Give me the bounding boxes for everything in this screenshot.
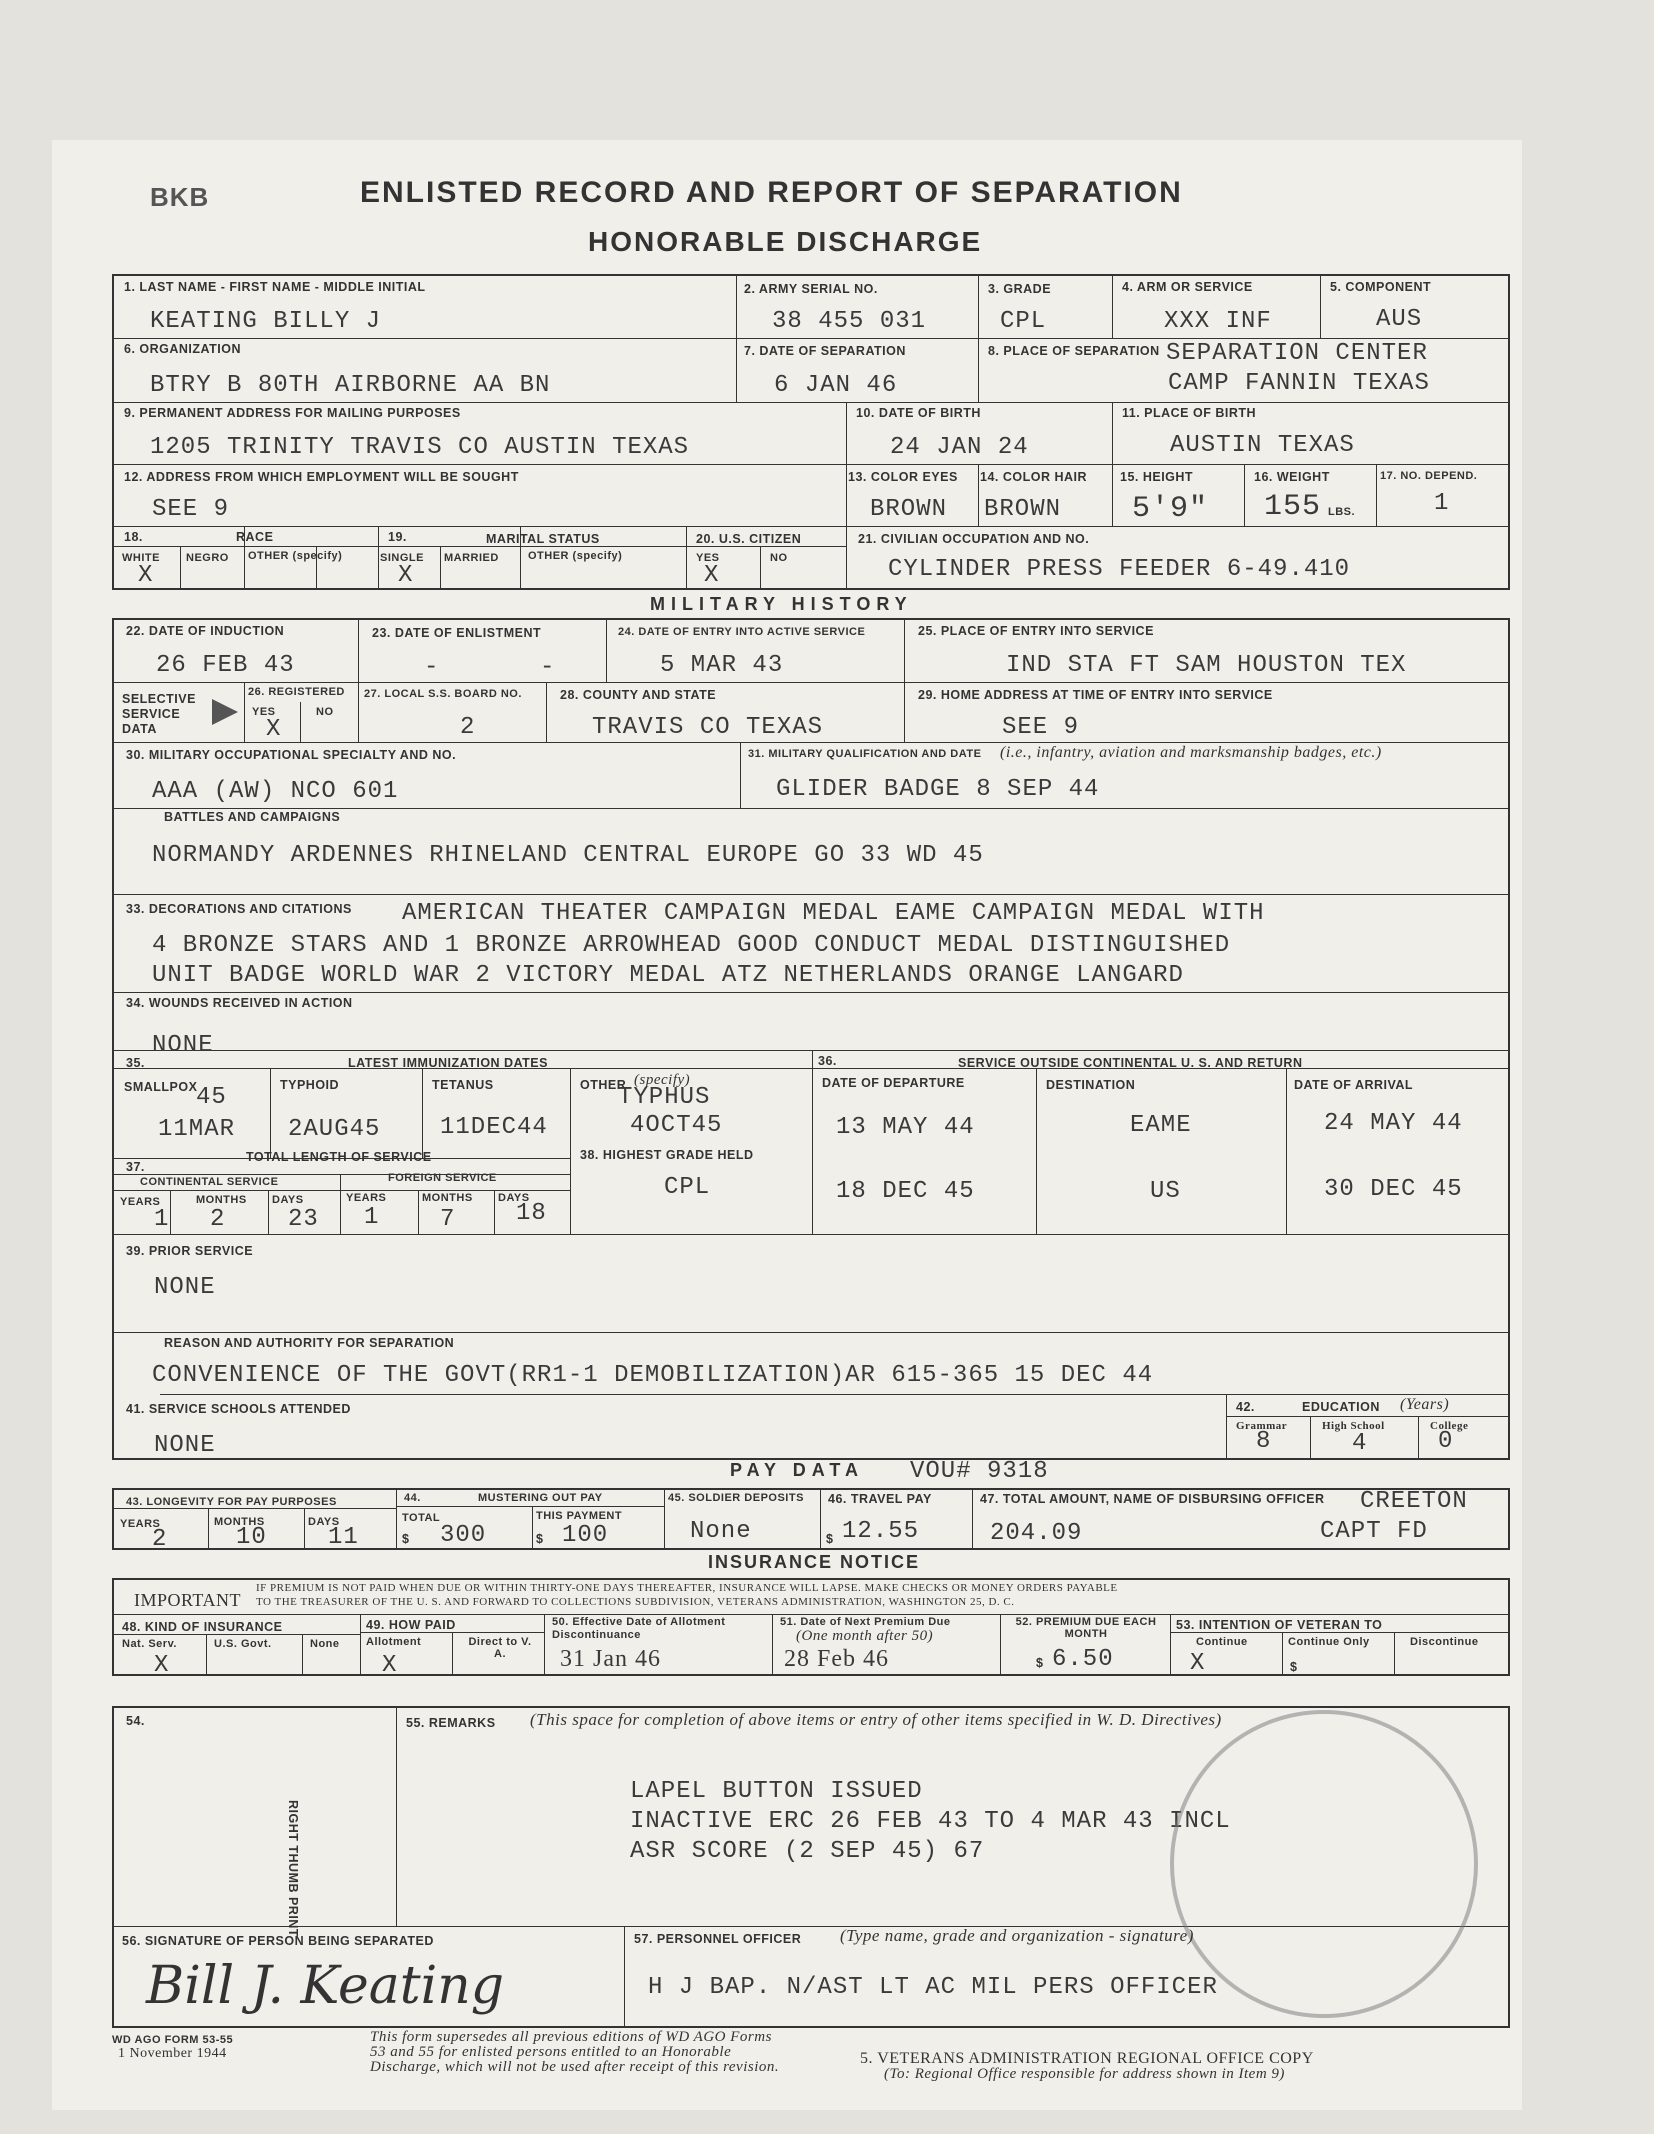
value-other-name: TYPHUS	[618, 1084, 711, 1111]
label-18: 18.	[124, 530, 143, 544]
value-reason: CONVENIENCE OF THE GOVT(RR1-1 DEMOBILIZATION)AR 615-365 15 DEC 44	[152, 1362, 1154, 1389]
label-cont-months: MONTHS	[196, 1194, 247, 1206]
value-address: 1205 TRINITY TRAVIS CO AUSTIN TEXAS	[150, 434, 690, 461]
value-pob: AUSTIN TEXAS	[1170, 432, 1355, 459]
value-nat-serv: X	[154, 1652, 170, 1679]
arrow-icon	[210, 697, 242, 727]
label-smallpox: SMALLPOX	[124, 1080, 198, 1094]
value-cont-months: 2	[210, 1206, 226, 1233]
value-mos: AAA (AW) NCO 601	[152, 778, 399, 805]
value-disbursing-officer: CREETON	[1360, 1488, 1468, 1515]
label-prior-service: 39. PRIOR SERVICE	[126, 1244, 254, 1258]
label-lbs: LBS.	[1328, 506, 1356, 518]
label-remarks-note: (This space for completion of above items or entry of other items specified in W. D. Directives)	[530, 1710, 1222, 1729]
label-registered: 26. REGISTERED	[248, 686, 345, 698]
value-next-premium: 28 Feb 46	[784, 1646, 889, 1672]
label-none: None	[310, 1638, 340, 1650]
value-premium: 6.50	[1052, 1646, 1114, 1673]
label-weight: 16. WEIGHT	[1254, 470, 1330, 484]
value-total-amount: 204.09	[990, 1520, 1083, 1547]
label-44: 44.	[404, 1492, 421, 1504]
label-dollar-5: $	[1290, 1660, 1298, 1674]
label-battles: BATTLES AND CAMPAIGNS	[164, 810, 341, 824]
insurance-notice-text-1: IF PREMIUM IS NOT PAID WHEN DUE OR WITHIN THIRTY-ONE DAYS THEREAFTER, INSURANCE WILL LAPSE. MAKE CHECKS OR MONEY ORDERS PAYABLE	[256, 1582, 1118, 1594]
value-high-school: 4	[1352, 1430, 1368, 1457]
label-dollar-3: $	[826, 1532, 834, 1546]
label-long-days: DAYS	[308, 1516, 340, 1528]
label-citizen: 20. U.S. CITIZEN	[696, 532, 802, 546]
label-white: WHITE	[122, 552, 160, 564]
value-departure-1: 13 MAY 44	[836, 1114, 975, 1141]
label-for-days: DAYS	[498, 1192, 530, 1204]
label-component: 5. COMPONENT	[1330, 280, 1432, 294]
label-longevity: 43. LONGEVITY FOR PAY PURPOSES	[126, 1496, 337, 1508]
official-stamp	[1170, 1710, 1478, 2018]
value-board: 2	[460, 714, 476, 741]
label-negro: NEGRO	[186, 552, 229, 564]
value-eyes: BROWN	[870, 496, 948, 523]
label-registered-no: NO	[316, 706, 334, 718]
label-travel: 46. TRAVEL PAY	[828, 1492, 932, 1506]
form-code: BKB	[150, 182, 210, 212]
label-citizen-no: NO	[770, 552, 788, 564]
label-thumb-print: RIGHT THUMB PRINT	[286, 1800, 300, 1937]
value-place-separation-1: SEPARATION CENTER	[1166, 340, 1428, 367]
label-long-years: YEARS	[120, 1518, 161, 1530]
label-induction: 22. DATE OF INDUCTION	[126, 624, 285, 638]
value-departure-2: 18 DEC 45	[836, 1178, 975, 1205]
label-54: 54.	[126, 1714, 145, 1728]
label-race: RACE	[236, 530, 274, 544]
label-entry-place: 25. PLACE OF ENTRY INTO SERVICE	[918, 624, 1154, 638]
label-35: 35.	[126, 1056, 145, 1070]
label-name: 1. LAST NAME - FIRST NAME - MIDDLE INITIAL	[124, 280, 426, 294]
label-allotment: Allotment	[366, 1636, 422, 1648]
label-premium-due: 52. PREMIUM DUE EACH MONTH	[1015, 1616, 1157, 1640]
value-for-years: 1	[364, 1204, 380, 1231]
label-serial: 2. ARMY SERIAL NO.	[744, 282, 878, 296]
footer-supersedes-note: This form supersedes all previous editions of WD AGO Forms 53 and 55 for enlisted persons entitled to an Honorable Discharge, which will not be used after receipt of this revision.	[370, 2029, 780, 2075]
label-dependents: 17. NO. DEPEND.	[1380, 470, 1478, 482]
label-college: College	[1430, 1420, 1469, 1432]
label-county: 28. COUNTY AND STATE	[560, 688, 717, 702]
label-mustering: MUSTERING OUT PAY	[478, 1492, 603, 1504]
label-signature: 56. SIGNATURE OF PERSON BEING SEPARATED	[122, 1934, 434, 1948]
label-qualification: 31. MILITARY QUALIFICATION AND DATE	[748, 748, 982, 760]
label-personnel-officer: 57. PERSONNEL OFFICER	[634, 1932, 802, 1946]
label-citizen-yes: YES	[696, 552, 720, 564]
label-tetanus: TETANUS	[432, 1078, 494, 1092]
value-height: 5'9"	[1132, 492, 1209, 526]
value-decorations-1: AMERICAN THEATER CAMPAIGN MEDAL EAME CAMPAIGN MEDAL WITH	[402, 900, 1265, 927]
pay-data-heading: PAY DATA	[730, 1460, 865, 1480]
value-arrival-2: 30 DEC 45	[1324, 1176, 1463, 1203]
value-county: TRAVIS CO TEXAS	[592, 714, 824, 741]
label-eyes: 13. COLOR EYES	[848, 470, 958, 484]
insurance-notice-heading: INSURANCE NOTICE	[708, 1552, 921, 1572]
value-hair: BROWN	[984, 496, 1062, 523]
footer-form-number: WD AGO FORM 53-55	[112, 2034, 234, 2046]
label-total-length: TOTAL LENGTH OF SERVICE	[246, 1150, 432, 1164]
value-cont-days: 23	[288, 1206, 319, 1233]
label-specify: (specify)	[634, 1072, 691, 1088]
value-muster-payment: 100	[562, 1522, 609, 1549]
value-race-white: X	[138, 562, 154, 589]
label-remarks: 55. REMARKS	[406, 1716, 496, 1730]
label-height: 15. HEIGHT	[1120, 470, 1194, 484]
label-highest-grade: 38. HIGHEST GRADE HELD	[580, 1148, 754, 1162]
value-name: KEATING BILLY J	[150, 308, 382, 335]
label-typhoid: TYPHOID	[280, 1078, 340, 1092]
value-allotment: X	[382, 1652, 398, 1679]
label-effective-date: 50. Effective Date of Allotment Discontinuance	[552, 1616, 726, 1641]
label-intention: 53. INTENTION OF VETERAN TO	[1176, 1618, 1383, 1632]
label-race-other: OTHER (specify)	[248, 550, 343, 562]
label-arm: 4. ARM OR SERVICE	[1122, 280, 1253, 294]
value-long-years: 2	[152, 1526, 168, 1553]
value-college: 0	[1438, 1428, 1454, 1455]
value-remark-3: ASR SCORE (2 SEP 45) 67	[630, 1838, 985, 1865]
label-discontinue: Discontinue	[1410, 1636, 1479, 1648]
label-reason: REASON AND AUTHORITY FOR SEPARATION	[164, 1336, 455, 1350]
value-officer-rank: CAPT FD	[1320, 1518, 1428, 1545]
value-entry-place: IND STA FT SAM HOUSTON TEX	[1006, 652, 1407, 679]
label-mos: 30. MILITARY OCCUPATIONAL SPECIALTY AND NO.	[126, 748, 457, 762]
label-marital: MARITAL STATUS	[486, 532, 600, 546]
label-immunization: LATEST IMMUNIZATION DATES	[348, 1056, 548, 1070]
value-typhoid: 2AUG45	[288, 1116, 381, 1143]
value-destination-1: EAME	[1130, 1112, 1192, 1139]
label-cont-years: YEARS	[120, 1196, 161, 1208]
label-schools: 41. SERVICE SCHOOLS ATTENDED	[126, 1402, 351, 1416]
military-history-heading: MILITARY HISTORY	[650, 594, 913, 614]
value-travel: 12.55	[842, 1518, 920, 1545]
label-us-govt: U.S. Govt.	[214, 1638, 272, 1650]
label-entry-active: 24. DATE OF ENTRY INTO ACTIVE SERVICE	[618, 626, 866, 638]
label-other: OTHER	[580, 1078, 627, 1092]
label-nat-serv: Nat. Serv.	[122, 1638, 177, 1650]
label-board: 27. LOCAL S.S. BOARD NO.	[364, 688, 522, 700]
label-employment-address: 12. ADDRESS FROM WHICH EMPLOYMENT WILL BE SOUGHT	[124, 470, 519, 484]
value-schools: NONE	[154, 1432, 216, 1459]
label-home-address: 29. HOME ADDRESS AT TIME OF ENTRY INTO SERVICE	[918, 688, 1273, 702]
label-service-outside: SERVICE OUTSIDE CONTINENTAL U. S. AND RETURN	[958, 1056, 1303, 1070]
label-pob: 11. PLACE OF BIRTH	[1122, 406, 1257, 420]
label-arrival: DATE OF ARRIVAL	[1294, 1078, 1414, 1092]
label-wounds: 34. WOUNDS RECEIVED IN ACTION	[126, 996, 353, 1010]
value-remark-1: LAPEL BUTTON ISSUED	[630, 1778, 923, 1805]
value-employment-address: SEE 9	[152, 496, 230, 523]
label-qualification-note: (i.e., infantry, aviation and marksmanship badges, etc.)	[1000, 744, 1382, 761]
value-for-days: 18	[516, 1200, 547, 1227]
value-component: AUS	[1376, 306, 1423, 333]
label-high-school: High School	[1322, 1420, 1385, 1432]
label-married: MARRIED	[444, 552, 499, 564]
value-remark-2: INACTIVE ERC 26 FEB 43 TO 4 MAR 43 INCL	[630, 1808, 1231, 1835]
label-continue: Continue	[1196, 1636, 1248, 1648]
value-date-separation: 6 JAN 46	[774, 372, 898, 399]
label-next-premium: 51. Date of Next Premium Due	[780, 1616, 951, 1628]
label-personnel-officer-note: (Type name, grade and organization - signature)	[840, 1926, 1194, 1945]
value-personnel-officer: H J BAP. N/AST LT AC MIL PERS OFFICER	[648, 1974, 1218, 2001]
label-36: 36.	[818, 1054, 837, 1068]
label-organization: 6. ORGANIZATION	[124, 342, 241, 356]
value-for-months: 7	[440, 1206, 456, 1233]
value-battles: NORMANDY ARDENNES RHINELAND CENTRAL EUROPE GO 33 WD 45	[152, 842, 984, 869]
label-long-months: MONTHS	[214, 1516, 265, 1528]
value-registered: X	[266, 716, 282, 743]
label-for-months: MONTHS	[422, 1192, 473, 1204]
label-decorations: 33. DECORATIONS AND CITATIONS	[126, 902, 352, 916]
value-dob: 24 JAN 24	[890, 434, 1029, 461]
label-dollar-2: $	[536, 1532, 544, 1546]
value-dependents: 1	[1434, 490, 1450, 517]
value-weight: 155	[1264, 490, 1322, 524]
form-title: ENLISTED RECORD AND REPORT OF SEPARATION	[360, 176, 1183, 209]
label-direct-va: Direct to V. A.	[468, 1636, 532, 1660]
insurance-notice-text-2: TO THE TREASURER OF THE U. S. AND FORWARD TO COLLECTIONS SUBDIVISION, VETERANS ADMINISTRATION, WASHINGTON 25, D. C.	[256, 1596, 1015, 1608]
form-subtitle: HONORABLE DISCHARGE	[588, 226, 983, 257]
label-education: EDUCATION	[1302, 1400, 1380, 1414]
label-address: 9. PERMANENT ADDRESS FOR MAILING PURPOSES	[124, 406, 461, 420]
value-signature: Bill J. Keating	[146, 1956, 505, 2016]
value-grade: CPL	[1000, 308, 1047, 335]
value-organization: BTRY B 80TH AIRBORNE AA BN	[150, 372, 551, 399]
value-long-days: 11	[328, 1524, 359, 1551]
label-date-separation: 7. DATE OF SEPARATION	[744, 344, 906, 358]
value-continue: X	[1190, 1650, 1206, 1677]
value-citizen: X	[704, 562, 720, 589]
label-foreign: FOREIGN SERVICE	[388, 1172, 497, 1184]
label-this-payment: THIS PAYMENT	[536, 1510, 623, 1522]
value-place-separation-2: CAMP FANNIN TEXAS	[1168, 370, 1430, 397]
value-deposits: None	[690, 1518, 752, 1545]
value-highest-grade: CPL	[664, 1174, 711, 1201]
label-enlistment: 23. DATE OF ENLISTMENT	[372, 626, 542, 640]
value-single: X	[398, 562, 414, 589]
label-19: 19.	[388, 530, 407, 544]
value-induction: 26 FEB 43	[156, 652, 295, 679]
label-continue-only: Continue Only	[1288, 1636, 1370, 1648]
value-enlistment: -	[424, 654, 440, 681]
value-smallpox: 11MAR	[158, 1116, 236, 1143]
label-kind-insurance: 48. KIND OF INSURANCE	[122, 1620, 283, 1634]
label-destination: DESTINATION	[1046, 1078, 1136, 1092]
value-tetanus: 11DEC44	[440, 1114, 548, 1141]
label-dollar-4: $	[1036, 1656, 1044, 1670]
label-dollar-1: $	[402, 1532, 410, 1546]
label-37: 37.	[126, 1160, 145, 1174]
label-departure: DATE OF DEPARTURE	[822, 1076, 965, 1090]
label-next-premium-note: (One month after 50)	[796, 1628, 934, 1644]
value-entry-active: 5 MAR 43	[660, 652, 784, 679]
label-education-years: (Years)	[1400, 1396, 1450, 1413]
label-dob: 10. DATE OF BIRTH	[856, 406, 981, 420]
value-qualification: GLIDER BADGE 8 SEP 44	[776, 776, 1100, 803]
value-decorations-3: UNIT BADGE WORLD WAR 2 VICTORY MEDAL ATZ NETHERLANDS ORANGE LANGARD	[152, 962, 1184, 989]
label-42: 42.	[1236, 1400, 1255, 1414]
value-enlistment-2: -	[540, 654, 556, 681]
label-grammar: Grammar	[1236, 1420, 1288, 1432]
value-other-date: 4OCT45	[630, 1112, 723, 1139]
value-grammar: 8	[1256, 1428, 1272, 1455]
value-prior-service: NONE	[154, 1274, 216, 1301]
value-serial: 38 455 031	[772, 308, 927, 335]
label-place-separation: 8. PLACE OF SEPARATION	[988, 344, 1160, 358]
value-occupation: CYLINDER PRESS FEEDER 6-49.410	[888, 556, 1351, 583]
label-marital-other: OTHER (specify)	[528, 550, 623, 562]
label-for-years: YEARS	[346, 1192, 387, 1204]
label-cont-days: DAYS	[272, 1194, 304, 1206]
value-effective-date: 31 Jan 46	[560, 1646, 661, 1672]
footer-copy-note: (To: Regional Office responsible for address shown in Item 9)	[884, 2066, 1285, 2082]
label-occupation: 21. CIVILIAN OCCUPATION AND NO.	[858, 532, 1090, 546]
value-cont-years: 1	[154, 1206, 170, 1233]
value-smallpox-year: 45	[196, 1084, 227, 1111]
label-selective-service: SELECTIVE SERVICE DATA	[122, 692, 196, 736]
label-grade: 3. GRADE	[988, 282, 1052, 296]
label-hair: 14. COLOR HAIR	[980, 470, 1088, 484]
value-destination-2: US	[1150, 1178, 1181, 1205]
value-voucher: VOU# 9318	[910, 1458, 1049, 1485]
label-total-amount: 47. TOTAL AMOUNT, NAME OF DISBURSING OFFICER	[980, 1492, 1325, 1506]
label-continental: CONTINENTAL SERVICE	[140, 1176, 279, 1188]
label-muster-total: TOTAL	[402, 1512, 441, 1524]
footer-form-date: 1 November 1944	[118, 2046, 227, 2061]
value-muster-total: 300	[440, 1522, 487, 1549]
footer-copy-title: 5. VETERANS ADMINISTRATION REGIONAL OFFICE COPY	[860, 2050, 1314, 2067]
label-important: IMPORTANT	[134, 1590, 241, 1610]
value-arm: XXX INF	[1164, 308, 1272, 335]
value-arrival-1: 24 MAY 44	[1324, 1110, 1463, 1137]
label-deposits: 45. SOLDIER DEPOSITS	[668, 1492, 804, 1504]
value-home-address: SEE 9	[1002, 714, 1080, 741]
value-decorations-2: 4 BRONZE STARS AND 1 BRONZE ARROWHEAD GOOD CONDUCT MEDAL DISTINGUISHED	[152, 932, 1231, 959]
label-single: SINGLE	[380, 552, 424, 564]
label-how-paid: 49. HOW PAID	[366, 1618, 456, 1632]
value-wounds: NONE	[152, 1032, 214, 1059]
label-registered-yes: YES	[252, 706, 276, 718]
value-long-months: 10	[236, 1524, 267, 1551]
